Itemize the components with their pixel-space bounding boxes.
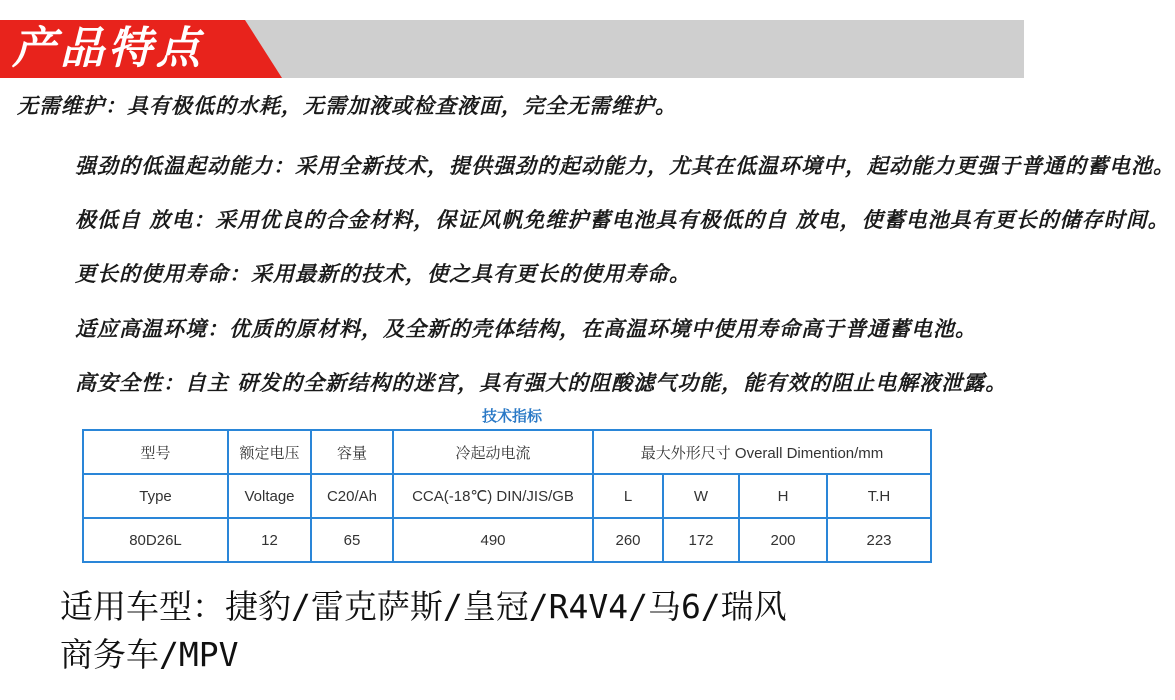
cell-length: 260	[593, 518, 663, 562]
table-header-row-en	[83, 474, 931, 518]
header-cca-en: CCA(-18℃) DIN/JIS/GB	[393, 474, 593, 518]
cell-height: 200	[739, 518, 827, 562]
header-cca-cn: 冷起动电流	[393, 430, 593, 474]
applicable-models	[60, 583, 960, 679]
header-model-cn: 型号	[83, 430, 228, 474]
feature-safety: 高安全性：自主 研发的全新结构的迷宫，具有强大的阻酸滤气功能，能有效的阻止电解液泄露。	[75, 370, 1008, 395]
feature-high-temperature: 适应高温环境：优质的原材料，及全新的壳体结构，在高温环境中使用寿命高于普通蓄电池。	[75, 316, 977, 341]
applicable-models-line-2: 商务车/MPV	[60, 635, 239, 674]
table-header-row-cn	[83, 430, 931, 474]
feature-long-life: 更长的使用寿命：采用最新的技术，使之具有更长的使用寿命。	[75, 261, 691, 286]
header-capacity-cn: 容量	[311, 430, 393, 474]
header-height: H	[739, 474, 827, 518]
cell-cca: 490	[393, 518, 593, 562]
cell-voltage: 12	[228, 518, 311, 562]
feature-cold-start: 强劲的低温起动能力：采用全新技术，提供强劲的起动能力，尤其在低温环境中，起动能力更强于普通的蓄电池。	[75, 153, 1175, 178]
cell-total-height: 223	[827, 518, 931, 562]
table-row	[83, 518, 931, 562]
header-voltage-en: Voltage	[228, 474, 311, 518]
feature-low-self-discharge: 极低自 放电：采用优良的合金材料，保证风帆免维护蓄电池具有极低的自 放电，使蓄电池具有更长的储存时间。	[75, 207, 1170, 232]
spec-table-title: 技术指标	[481, 408, 542, 425]
cell-width: 172	[663, 518, 739, 562]
header-model-en: Type	[83, 474, 228, 518]
section-header-banner	[0, 0, 1024, 78]
spec-table	[82, 429, 932, 563]
cell-capacity: 65	[311, 518, 393, 562]
header-total-height: T.H	[827, 474, 931, 518]
header-dimensions-cn: 最大外形尺寸 Overall Dimention/mm	[593, 430, 931, 474]
section-title: 产品特点	[12, 23, 204, 74]
header-length: L	[593, 474, 663, 518]
header-voltage-cn: 额定电压	[228, 430, 311, 474]
feature-maintenance-free: 无需维护：具有极低的水耗，无需加液或检查液面，完全无需维护。	[17, 93, 677, 118]
cell-model: 80D26L	[83, 518, 228, 562]
header-capacity-en: C20/Ah	[311, 474, 393, 518]
applicable-models-line-1: 适用车型：捷豹/雷克萨斯/皇冠/R4V4/马6/瑞风	[60, 587, 787, 626]
header-width: W	[663, 474, 739, 518]
